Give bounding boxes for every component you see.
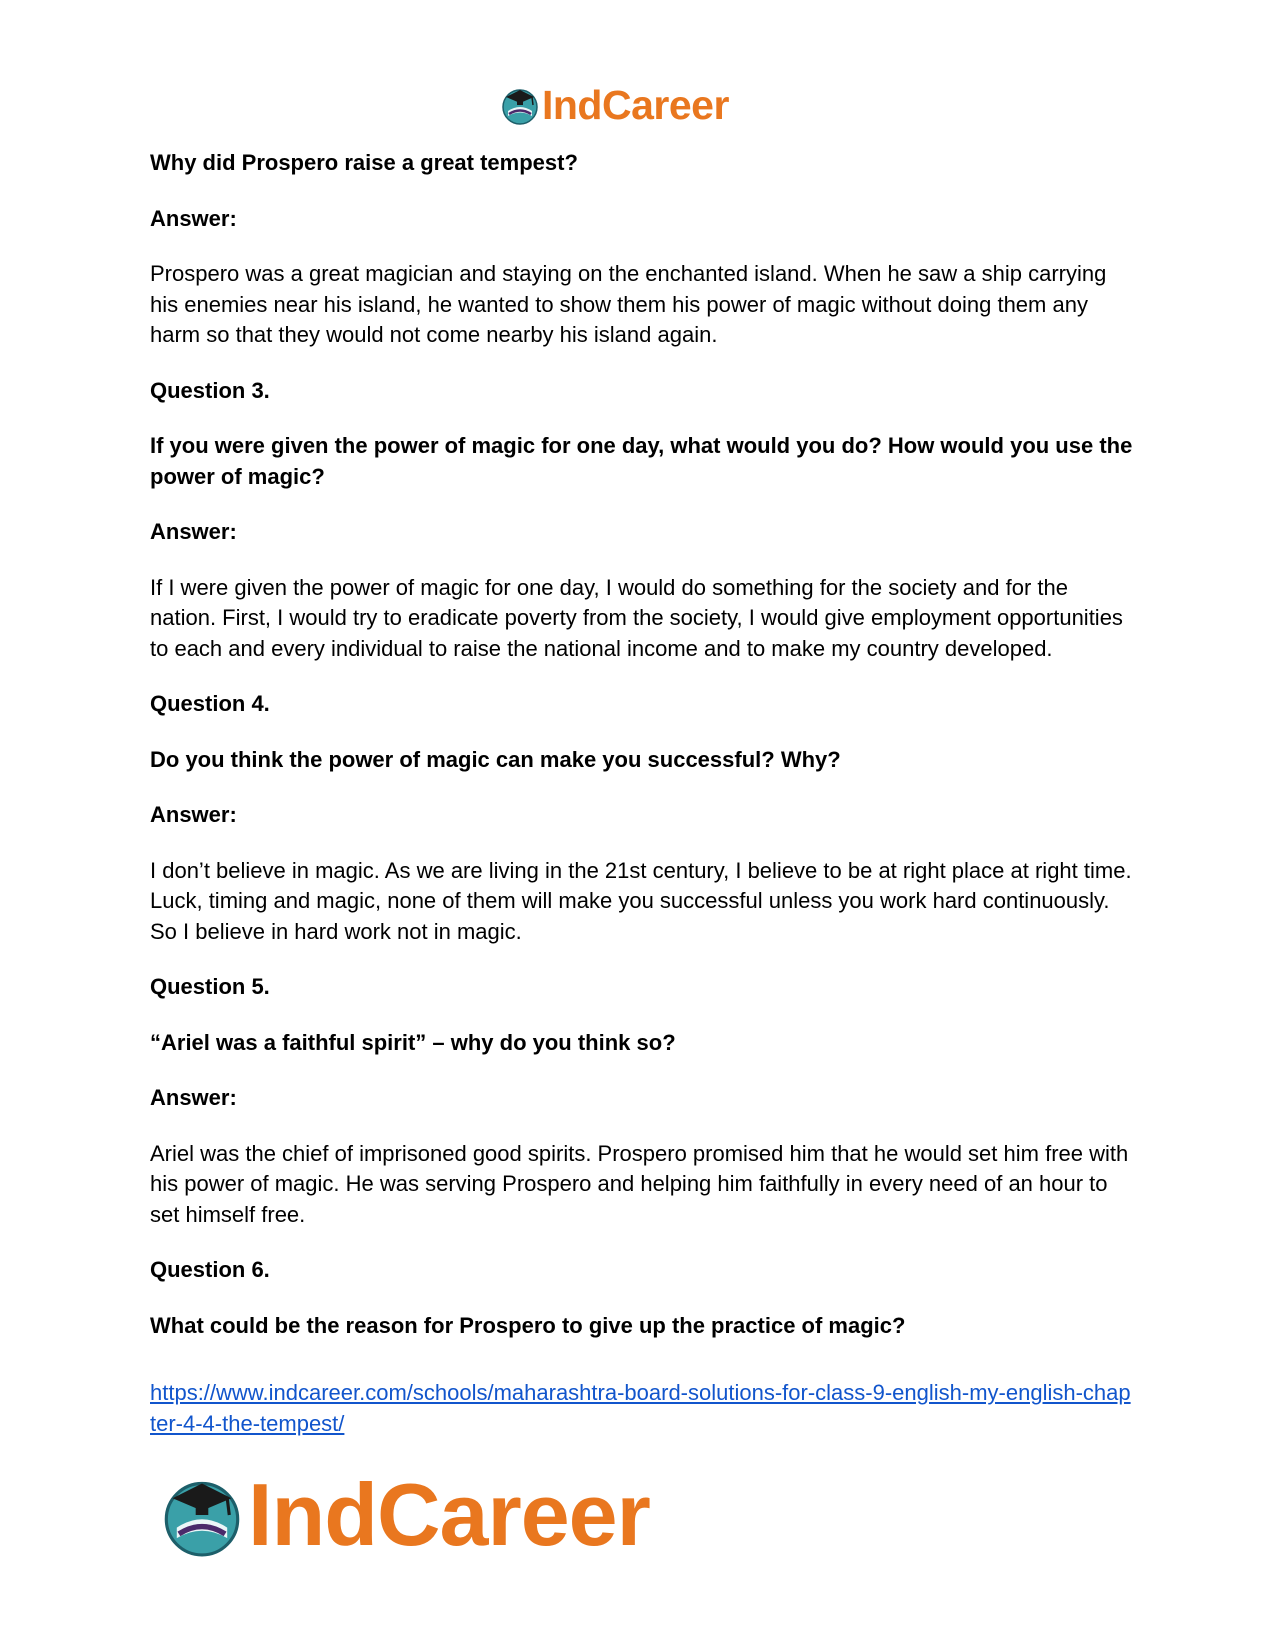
answer-label: Answer: (150, 1085, 237, 1110)
answer-text: If I were given the power of magic for one day, I would do something for the society and for the nation. First, I would try to eradicate poverty from the society, I would give employment opportunities to each and every individual to raise the national income and to make my country developed. (150, 574, 1123, 661)
question-number: Question 5. (150, 974, 270, 999)
question-text: What could be the reason for Prospero to give up the practice of magic? (150, 1312, 906, 1338)
question-text: If you were given the power of magic for one day, what would you do? How would you use the power of magic? (150, 433, 1133, 489)
answer-text: I don’t believe in magic. As we are living in the 21st century, I believe to be at right place at right time. Luck, timing and magic, none of them will make you successful unless you work hard continuously. So I believe in hard work not in magic. (150, 857, 1132, 944)
answer-label: Answer: (150, 519, 237, 544)
question-number: Question 4. (150, 691, 270, 716)
source-link[interactable]: https://www.indcareer.com/schools/maharashtra-board-solutions-for-class-9-english-my-english-chapter-4-4-the-tempest/ (150, 1380, 1131, 1436)
question-text: “Ariel was a faithful spirit” – why do you think so? (150, 1029, 676, 1055)
answer-text: Prospero was a great magician and staying on the enchanted island. When he saw a ship carrying his enemies near his island, he wanted to show them his power of magic without doing them any harm so that they would not come nearby his island again. (150, 261, 1107, 347)
document-content (150, 148, 1135, 1439)
question-text: Why did Prospero raise a great tempest? (150, 150, 578, 175)
question-number: Question 6. (150, 1257, 270, 1282)
question-number: Question 3. (150, 377, 270, 403)
graduation-globe-icon (160, 1473, 244, 1557)
header-logo-text: IndCareer (542, 81, 729, 128)
question-text: Do you think the power of magic can make you successful? Why? (150, 746, 841, 772)
footer-logo (160, 1465, 650, 1564)
answer-label: Answer: (150, 802, 237, 827)
footer-logo-text: IndCareer (248, 1465, 650, 1564)
answer-label: Answer: (150, 205, 237, 231)
header-logo (500, 80, 729, 130)
answer-text: Ariel was the chief of imprisoned good spirits. Prospero promised him that he would set him free with his power of magic. He was serving Prospero and helping him faithfully in every need of an hour to set himself free. (150, 1140, 1129, 1227)
graduation-globe-icon (500, 85, 540, 125)
